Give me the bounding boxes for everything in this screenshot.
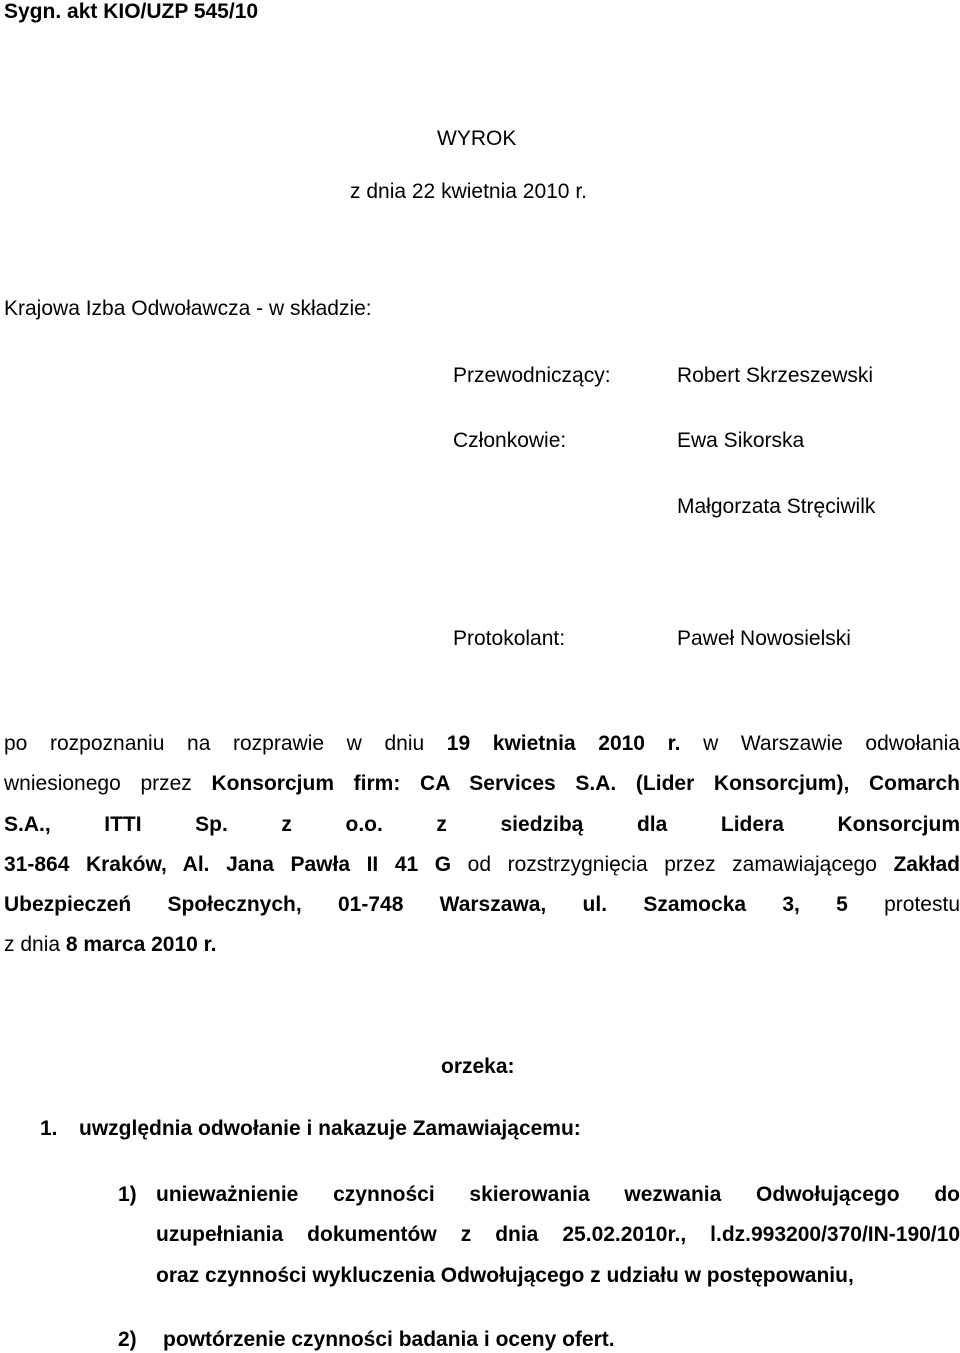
- subpoint-2-text: powtórzenie czynności badania i oceny ofert.: [163, 1328, 615, 1351]
- subpoint-2-number: 2): [118, 1328, 137, 1351]
- body-line-2: wniesionego przez Konsorcjum firm: CA Services S.A. (Lider Konsorcjum), Comarch: [4, 772, 960, 795]
- point-1-text: uwzględnia odwołanie i nakazuje Zamawiającemu:: [79, 1117, 581, 1140]
- ruling-heading: orzeka:: [441, 1055, 515, 1078]
- member-name-2: Małgorzata Stręciwilk: [677, 495, 876, 518]
- body-line-1: po rozpoznaniu na rozprawie w dniu 19 kwietnia 2010 r. w Warszawie odwołania: [4, 732, 960, 755]
- chair-label: Przewodniczący:: [453, 364, 611, 387]
- point-1-number: 1.: [40, 1117, 58, 1140]
- subpoint-1-number: 1): [118, 1183, 137, 1206]
- case-signature: Sygn. akt KIO/UZP 545/10: [4, 0, 259, 23]
- chair-name: Robert Skrzeszewski: [677, 364, 874, 387]
- body-line-4: 31-864 Kraków, Al. Jana Pawła II 41 G od rozstrzygnięcia przez zamawiającego Zakład: [4, 853, 960, 876]
- member-name-1: Ewa Sikorska: [677, 429, 805, 452]
- document-title: WYROK: [437, 127, 517, 150]
- panel-intro: Krajowa Izba Odwoławcza - w składzie:: [4, 297, 372, 320]
- subpoint-1-line-2: uzupełniania dokumentów z dnia 25.02.2010r., l.dz.993200/370/IN-190/10: [156, 1223, 960, 1246]
- clerk-label: Protokolant:: [453, 627, 566, 650]
- document-date: z dnia 22 kwietnia 2010 r.: [350, 180, 587, 203]
- body-line-6: z dnia 8 marca 2010 r.: [4, 933, 217, 956]
- clerk-name: Paweł Nowosielski: [677, 627, 851, 650]
- subpoint-1-line-1: unieważnienie czynności skierowania wezwania Odwołującego do: [156, 1183, 960, 1206]
- body-line-3: S.A., ITTI Sp. z o.o. z siedzibą dla Lidera Konsorcjum: [4, 813, 960, 836]
- body-line-5: Ubezpieczeń Społecznych, 01-748 Warszawa, ul. Szamocka 3, 5 protestu: [4, 893, 960, 916]
- members-label: Członkowie:: [453, 429, 567, 452]
- subpoint-1-line-3: oraz czynności wykluczenia Odwołującego z udziału w postępowaniu,: [156, 1264, 854, 1287]
